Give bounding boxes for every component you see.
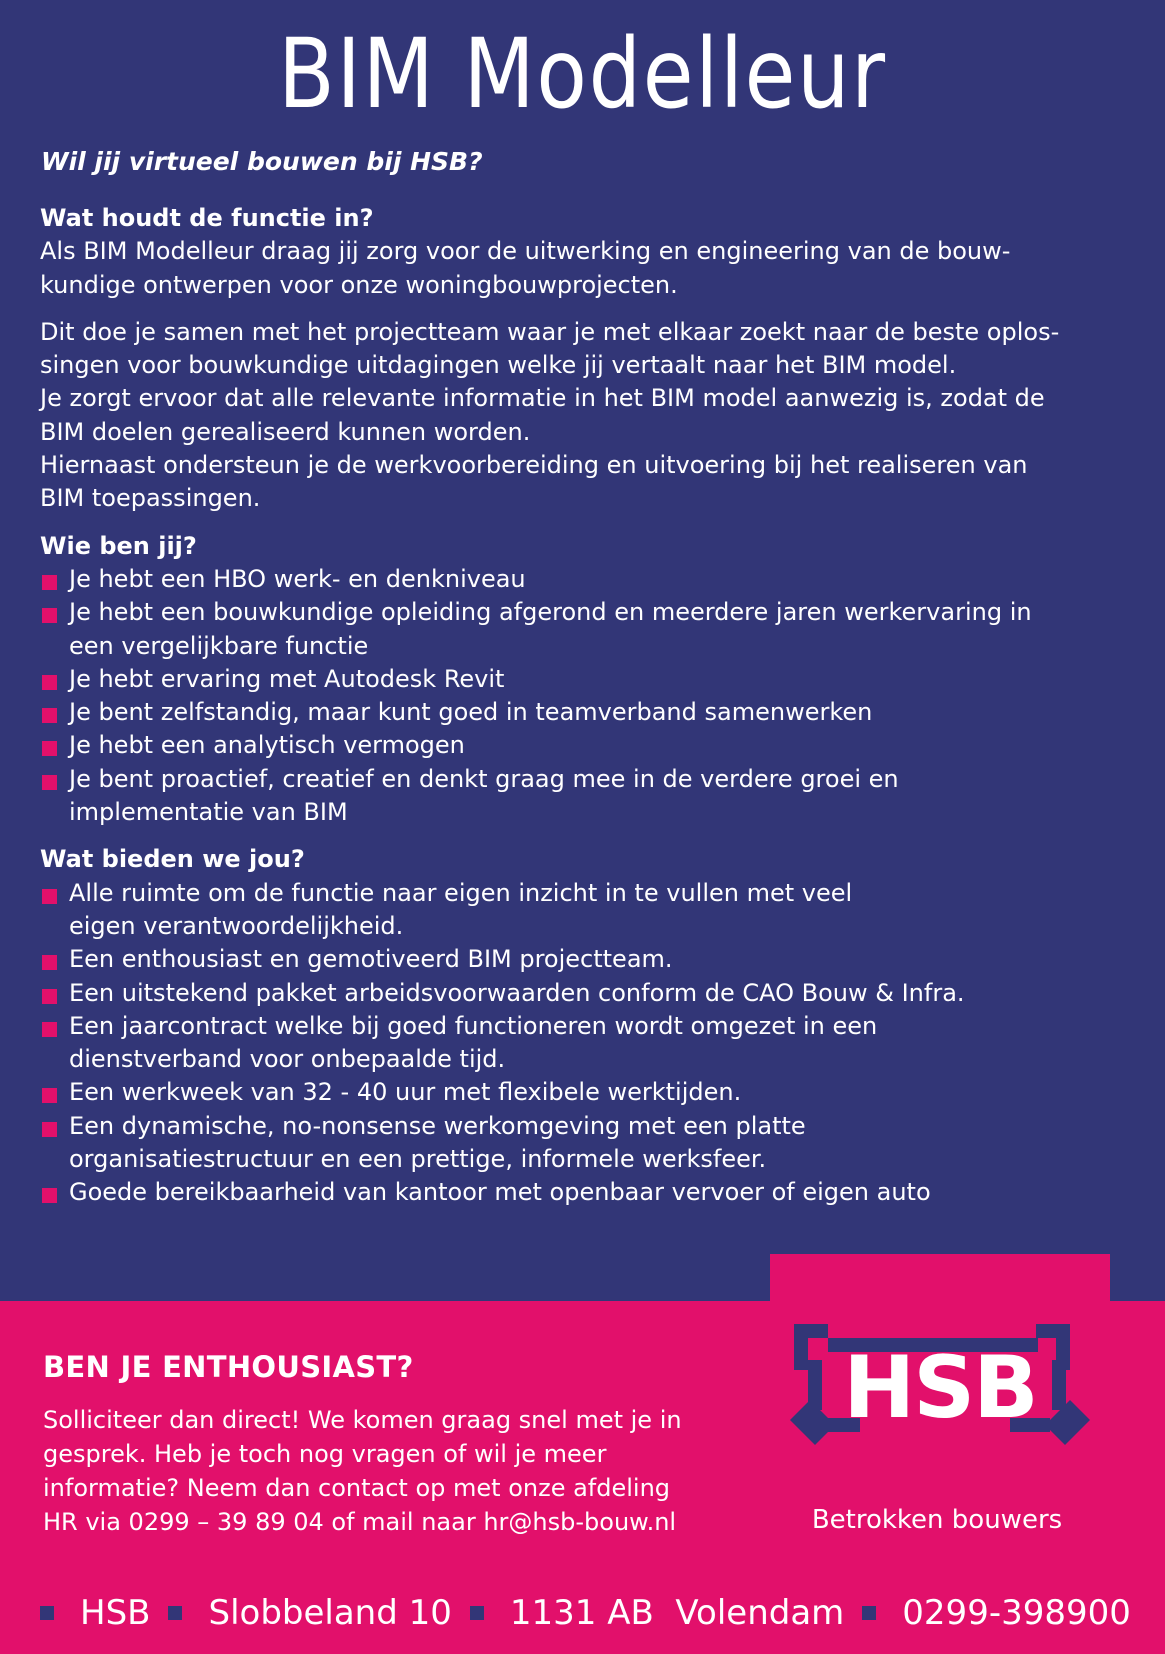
footer-city: 1131 AB Volendam [509, 1593, 845, 1633]
profile-list [40, 563, 1130, 829]
list-item-text: Je hebt een bouwkundige opleiding afgerond en meerdere jaren werkervaring in [69, 598, 1032, 627]
list-item-text: eigen verantwoordelijkheid. [69, 911, 404, 940]
page-title: BIM Modelleur [278, 18, 887, 130]
text-line: HR via 0299 – 39 89 04 of mail naar hr@hsb-bouw.nl [43, 1508, 677, 1536]
profile-heading: Wie ben jij? [40, 531, 197, 560]
list-item-text: Je bent zelfstandig, maar kunt goed in teamverband samenwerken [69, 698, 873, 727]
text-line: kundige ontwerpen voor onze woningbouwprojecten. [40, 270, 678, 299]
vacancy-content [40, 202, 1130, 1210]
text-line: Hiernaast ondersteun je de werkvoorbereiding en uitvoering bij het realiseren van [40, 451, 1028, 480]
list-item [40, 1076, 1130, 1109]
list-item [40, 1176, 1130, 1209]
text-line: Dit doe je samen met het projectteam waar je met elkaar zoekt naar de beste oplos- [40, 317, 1060, 346]
text-line: singen voor bouwkundige uitdagingen welke jij vertaalt naar het BIM model. [40, 351, 957, 380]
list-item-text: implementatie van BIM [69, 798, 348, 827]
offer-list [40, 877, 1130, 1210]
list-item [40, 696, 1130, 729]
list-item-text: Goede bereikbaarheid van kantoor met openbaar vervoer of eigen auto [69, 1178, 931, 1207]
hsb-logo [790, 1320, 1090, 1450]
list-item-text: Een dynamische, no-nonsense werkomgeving met een platte [69, 1111, 806, 1140]
list-item [40, 763, 1130, 830]
bullet-square-icon [42, 989, 57, 1004]
text-line: gesprek. Heb je toch nog vragen of wil je meer [43, 1440, 607, 1468]
cta-body [43, 1403, 743, 1539]
bullet-square-icon [42, 608, 57, 623]
list-item-text: organisatiestructuur en een prettige, informele werksfeer. [69, 1145, 767, 1174]
list-item-text: Je hebt ervaring met Autodesk Revit [69, 664, 505, 693]
text-line: BIM doelen gerealiseerd kunnen worden. [40, 417, 531, 446]
list-item-text: Een jaarcontract welke bij goed functioneren wordt omgezet in een [69, 1011, 878, 1040]
footer-square-icon [40, 1606, 54, 1620]
footer-square-icon [862, 1606, 876, 1620]
page-subtitle: Wil jij virtueel bouwen bij HSB? [41, 147, 483, 176]
footer-street: Slobbeland 10 [208, 1593, 452, 1633]
bullet-square-icon [42, 1088, 57, 1103]
list-item [40, 563, 1130, 596]
list-item [40, 729, 1130, 762]
footer-address [40, 1590, 1140, 1636]
list-item-text: Alle ruimte om de functie naar eigen inzicht in te vullen met veel [69, 878, 853, 907]
function-paragraph-2 [40, 316, 1130, 516]
list-item-text: Je bent proactief, creatief en denkt graag mee in de verdere groei en [69, 764, 899, 793]
list-item-text: een vergelijkbare functie [69, 631, 369, 660]
footer-square-icon [470, 1606, 484, 1620]
bullet-square-icon [42, 741, 57, 756]
bullet-square-icon [42, 775, 57, 790]
bullet-square-icon [42, 889, 57, 904]
list-item [40, 877, 1130, 944]
list-item-text: dienstverband voor onbepaalde tijd. [69, 1045, 506, 1074]
logo-tagline: Betrokken bouwers [811, 1505, 1063, 1535]
list-item [40, 977, 1130, 1010]
text-line: informatie? Neem dan contact op met onze afdeling [43, 1474, 671, 1502]
list-item-text: Een werkweek van 32 - 40 uur met flexibele werktijden. [69, 1078, 742, 1107]
logo-tab-background [770, 1254, 1110, 1306]
list-item-text: Je hebt een HBO werk- en denkniveau [69, 564, 526, 593]
list-item [40, 1010, 1130, 1077]
list-item [40, 663, 1130, 696]
offer-heading: Wat bieden we jou? [40, 845, 305, 874]
bullet-square-icon [42, 1122, 57, 1137]
footer-square-icon [168, 1606, 182, 1620]
text-line: Je zorgt ervoor dat alle relevante informatie in het BIM model aanwezig is, zodat de [40, 384, 1045, 413]
function-paragraph-1 [40, 235, 1130, 302]
list-item-text: Een uitstekend pakket arbeidsvoorwaarden conform de CAO Bouw & Infra. [69, 978, 965, 1007]
bullet-square-icon [42, 708, 57, 723]
cta-title: BEN JE ENTHOUSIAST? [43, 1350, 414, 1384]
list-item-text: Je hebt een analytisch vermogen [69, 731, 465, 760]
bullet-square-icon [42, 1188, 57, 1203]
text-line: Solliciteer dan direct! We komen graag snel met je in [43, 1406, 682, 1434]
bullet-square-icon [42, 955, 57, 970]
bullet-square-icon [42, 575, 57, 590]
list-item [40, 596, 1130, 663]
list-item-text: Een enthousiast en gemotiveerd BIM projectteam. [69, 945, 673, 974]
text-line: BIM toepassingen. [40, 484, 261, 513]
logo-text: HSB [843, 1338, 1037, 1438]
footer-company: HSB [80, 1593, 151, 1633]
bullet-square-icon [42, 1022, 57, 1037]
list-item [40, 1110, 1130, 1177]
list-item [40, 943, 1130, 976]
text-line: Als BIM Modelleur draag jij zorg voor de uitwerking en engineering van de bouw- [40, 237, 1011, 266]
footer-phone: 0299-398900 [902, 1593, 1131, 1633]
bullet-square-icon [42, 675, 57, 690]
function-heading: Wat houdt de functie in? [40, 204, 374, 232]
